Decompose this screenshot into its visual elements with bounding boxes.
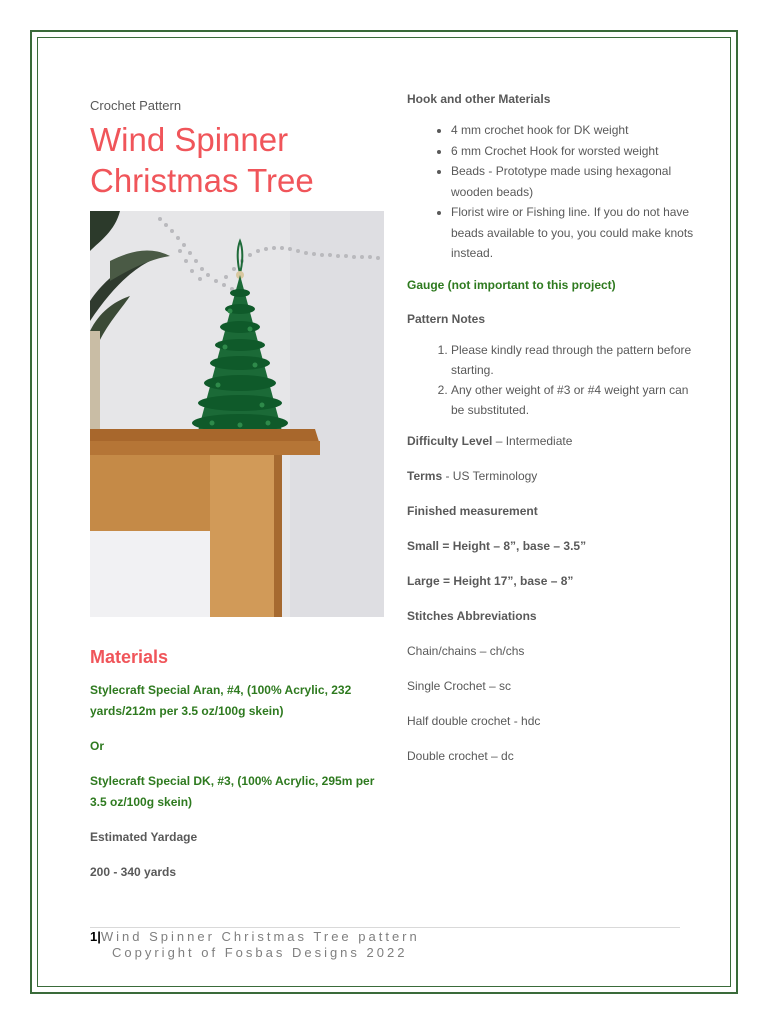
page-footer <box>90 929 420 961</box>
difficulty-label: Difficulty Level <box>407 433 493 448</box>
pattern-notes-heading: Pattern Notes <box>407 311 486 326</box>
yarn-option-aran: Stylecraft Special Aran, #4, (100% Acrylic, 232 yards/212m per 3.5 oz/100g skein) <box>90 683 352 718</box>
list-item: 1. Please kindly read through the pattern before starting. <box>451 340 697 380</box>
gauge-note: Gauge (not important to this project) <box>407 277 616 292</box>
difficulty-level <box>407 434 697 449</box>
yarn-option-dk: Stylecraft Special DK, #3, (100% Acrylic, 295m per 3.5 oz/100g skein) <box>90 774 375 809</box>
hook-materials-heading: Hook and other Materials <box>407 92 551 106</box>
terms-value: - US Terminology <box>442 468 538 483</box>
list-item: • 4 mm crochet hook for DK weight <box>451 120 697 141</box>
footer-separator: | <box>97 929 101 944</box>
size-large: Large = Height 17”, base – 8” <box>407 573 574 588</box>
size-small: Small = Height – 8”, base – 3.5” <box>407 538 587 553</box>
footer-line-1 <box>90 929 420 945</box>
stitch-chain: Chain/chains – ch/chs <box>407 643 525 658</box>
terms-label: Terms <box>407 468 443 483</box>
stitch-single-crochet: Single Crochet – sc <box>407 678 512 693</box>
difficulty-value: – Intermediate <box>492 433 573 448</box>
footer-copyright: Copyright of Fosbas Designs 2022 <box>112 945 408 960</box>
page-number: 1 <box>90 929 98 944</box>
list-item: • 6 mm Crochet Hook for worsted weight <box>451 141 697 162</box>
list-item: 2. Any other weight of #3 or #4 weight yarn can be substituted. <box>451 380 697 420</box>
title-line-2: Christmas Tree <box>90 162 314 199</box>
pattern-subtitle: Crochet Pattern <box>90 98 182 113</box>
terms <box>407 469 697 484</box>
pattern-title <box>90 119 386 201</box>
pattern-notes-list <box>407 340 697 420</box>
crocheted-christmas-tree-photo <box>90 211 384 617</box>
yarn-or: Or <box>90 739 105 753</box>
yardage-label: Estimated Yardage <box>90 830 198 844</box>
title-line-1: Wind Spinner <box>90 121 289 158</box>
right-column <box>407 92 697 784</box>
stitch-double-crochet: Double crochet – dc <box>407 748 514 763</box>
stitches-heading: Stitches Abbreviations <box>407 608 537 623</box>
materials-heading: Materials <box>90 647 169 667</box>
finished-measurement-heading: Finished measurement <box>407 503 538 518</box>
stitch-half-double-crochet: Half double crochet - hdc <box>407 713 541 728</box>
left-column <box>90 98 386 897</box>
hook-materials-list <box>407 120 697 264</box>
footer-divider <box>90 927 680 928</box>
yardage-value: 200 - 340 yards <box>90 865 177 879</box>
list-item: • Beads - Prototype made using hexagonal wooden beads) <box>451 161 697 202</box>
footer-title: Wind Spinner Christmas Tree pattern <box>100 929 420 944</box>
list-item: • Florist wire or Fishing line. If you do not have beads available to you, you could make knots instead. <box>451 202 697 264</box>
